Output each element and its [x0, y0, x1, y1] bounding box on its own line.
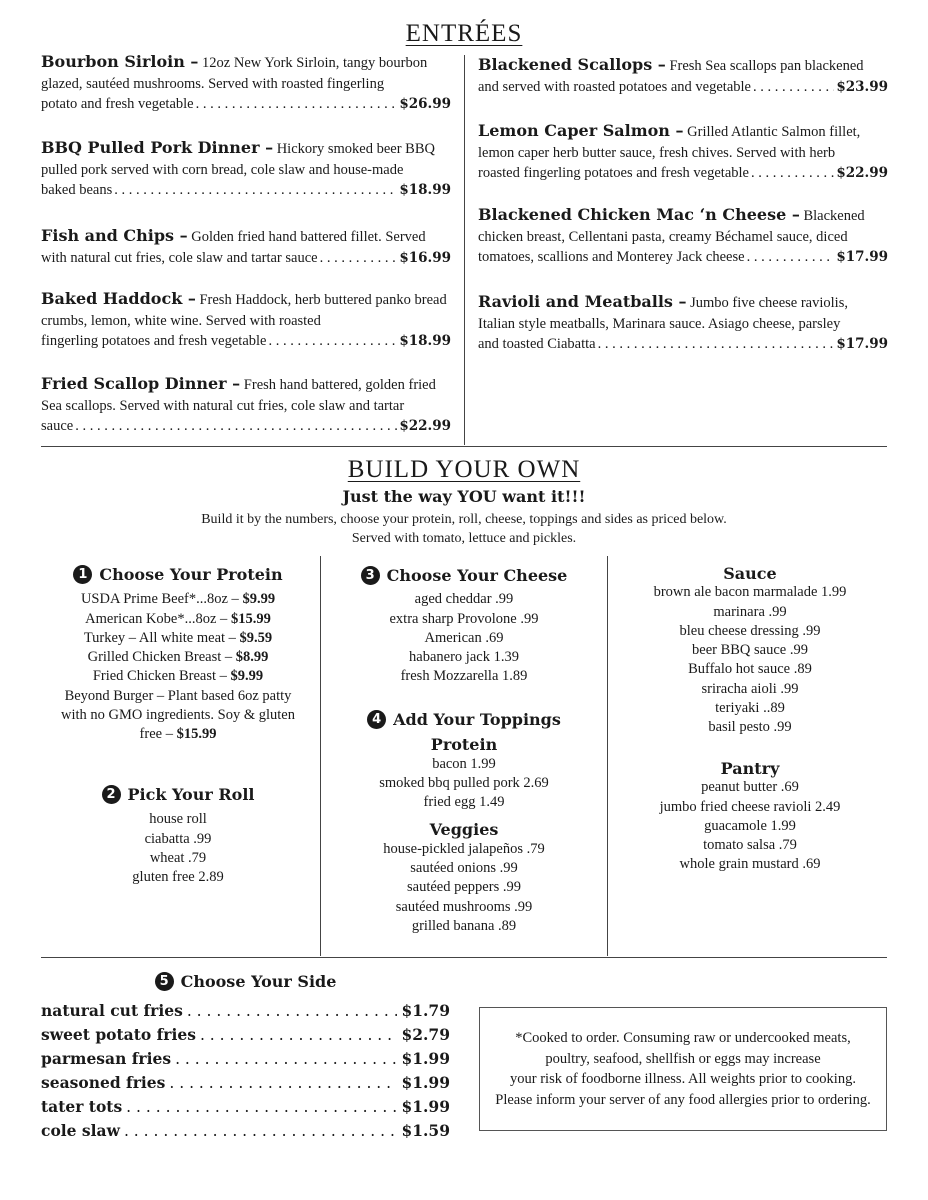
- sauce-option: brown ale bacon marmalade 1.99: [653, 584, 847, 601]
- topping-option: grilled banana .89: [411, 917, 517, 934]
- sauce-section: [608, 564, 892, 738]
- toppings-section: [321, 710, 607, 936]
- entree-item: [478, 55, 888, 97]
- entree-item: [41, 289, 451, 352]
- entree-item: [41, 374, 451, 437]
- notice-line: poultry, seafood, shellfish or eggs may increase: [545, 1050, 821, 1067]
- notice-line: your risk of foodborne illness. All weights prior to cooking.: [510, 1071, 856, 1087]
- protein-option: Grilled Chicken Breast – $8.99: [87, 649, 269, 666]
- toppings-title: Add Your Toppings: [393, 710, 561, 729]
- entree-desc-end: roasted fingerling potatoes and fresh vegetable: [478, 165, 749, 181]
- topping-option: fried egg 1.49: [423, 794, 505, 811]
- pantry-section: [608, 759, 892, 875]
- entree-desc-end: baked beans: [41, 182, 113, 198]
- cheese-option: extra sharp Provolone .99: [389, 610, 539, 627]
- entree-desc-end: with natural cut fries, cole slaw and tartar sauce: [41, 249, 318, 266]
- sauce-option: bleu cheese dressing .99: [679, 622, 821, 639]
- entree-price: $16.99: [399, 249, 451, 266]
- cheese-heading: [321, 566, 607, 585]
- entree-desc-end: and toasted Ciabatta: [478, 336, 596, 352]
- entree-desc-end: sauce: [41, 418, 74, 434]
- entree-desc: Hickory smoked beer BBQ pulled pork served with corn bread, cole slaw and house-made: [41, 141, 435, 178]
- entree-desc: 12oz New York Sirloin, tangy bourbon glazed, sautéed mushrooms. Served with roasted fingerling: [41, 55, 428, 92]
- entree-name: Blackened Scallops –: [478, 55, 666, 74]
- entree-desc-end: potato and fresh vegetable: [41, 96, 194, 112]
- entree-price: $23.99: [836, 78, 888, 95]
- entree-name: Fried Scallop Dinner –: [41, 374, 241, 393]
- entree-price: $18.99: [399, 333, 451, 349]
- sides-title: Choose Your Side: [180, 972, 337, 991]
- entree-price: $22.99: [399, 418, 451, 434]
- entrees-title: ENTRÉES: [405, 20, 523, 47]
- build-title: BUILD YOUR OWN: [347, 456, 581, 483]
- protein-title: Choose Your Protein: [99, 565, 283, 584]
- sauce-option: Buffalo hot sauce .89: [688, 661, 812, 678]
- side-item: cole slaw . . . $1.59: [41, 1121, 450, 1145]
- entree-item: [41, 52, 451, 115]
- build-intro: [0, 510, 928, 548]
- topping-option: bacon 1.99: [432, 755, 496, 772]
- pantry-option: peanut butter .69: [701, 779, 799, 796]
- entree-desc: Golden fried hand battered fillet. Served: [187, 229, 426, 245]
- entree-desc-end: fingerling potatoes and fresh vegetable: [41, 333, 267, 349]
- roll-heading: [36, 785, 320, 804]
- toppings-heading: [321, 710, 607, 729]
- entree-desc-end: and served with roasted potatoes and vegetable: [478, 78, 751, 95]
- entree-name: Baked Haddock –: [41, 289, 196, 308]
- pantry-option: jumbo fried cheese ravioli 2.49: [659, 798, 841, 815]
- cheese-option: aged cheddar .99: [414, 591, 514, 608]
- topping-option: sautéed onions .99: [410, 860, 518, 877]
- protein-option: American Kobe*...8oz – $15.99: [85, 610, 271, 627]
- cheese-option: habanero jack 1.39: [409, 649, 519, 666]
- build-subtitle: Just the way YOU want it!!!: [342, 487, 586, 506]
- section-divider: [41, 957, 887, 958]
- side-item: sweet potato fries . . . $2.79: [41, 1025, 450, 1049]
- entree-price: $18.99: [399, 182, 451, 198]
- build-intro-line: Build it by the numbers, choose your protein, roll, cheese, toppings and sides as priced below.: [201, 512, 727, 527]
- entree-desc: Blackened chicken breast, Cellentani pasta, creamy Béchamel sauce, diced: [478, 208, 865, 245]
- side-item: natural cut fries . . . $1.79: [41, 1001, 450, 1025]
- sauce-option: beer BBQ sauce .99: [692, 642, 808, 659]
- entree-price: $17.99: [836, 336, 888, 352]
- entree-desc: Jumbo five cheese raviolis, Italian style meatballs, Marinara sauce. Asiago cheese, parsley: [478, 295, 848, 332]
- roll-title: Pick Your Roll: [127, 785, 255, 804]
- topping-option: sautéed mushrooms .99: [395, 898, 533, 915]
- protein-option: Turkey – All white meat – $9.59: [83, 629, 273, 646]
- roll-option: gluten free 2.89: [132, 869, 224, 886]
- roll-section: [36, 785, 320, 887]
- number-4-icon: 4: [367, 710, 386, 729]
- protein-heading: [36, 565, 320, 584]
- sauce-option: sriracha aioli .99: [701, 680, 799, 697]
- entree-desc: Fresh Sea scallops pan blackened: [665, 58, 864, 74]
- entree-item: [478, 205, 888, 268]
- roll-option: house roll: [149, 811, 207, 828]
- entree-item: [41, 226, 451, 268]
- entree-item: [478, 292, 888, 355]
- topping-option: sautéed peppers .99: [407, 879, 521, 896]
- pantry-title: Pantry: [720, 759, 780, 778]
- number-2-icon: 2: [102, 785, 121, 804]
- entree-name: Bourbon Sirloin –: [41, 52, 199, 71]
- toppings-veggies-title: Veggies: [429, 820, 499, 840]
- entree-item: [478, 121, 888, 184]
- allergy-notice: [479, 1007, 887, 1131]
- pantry-option: tomato salsa .79: [703, 837, 797, 854]
- side-item: parmesan fries . . . $1.99: [41, 1049, 450, 1073]
- section-divider: [41, 446, 887, 447]
- entree-desc: Grilled Atlantic Salmon fillet, lemon caper herb butter sauce, fresh chives. Served with herb: [478, 124, 861, 161]
- side-item: seasoned fries . . . $1.99: [41, 1073, 450, 1097]
- notice-line: Please inform your server of any food allergies prior to ordering.: [495, 1091, 871, 1108]
- topping-option: smoked bbq pulled pork 2.69: [379, 774, 549, 791]
- entree-name: Lemon Caper Salmon –: [478, 121, 684, 140]
- entree-name: Blackened Chicken Mac ‘n Cheese –: [478, 205, 800, 224]
- protein-section: [36, 565, 320, 745]
- entree-price: $26.99: [399, 96, 451, 112]
- roll-option: wheat .79: [149, 849, 207, 866]
- protein-option: Fried Chicken Breast – $9.99: [92, 668, 264, 685]
- toppings-protein-title: Protein: [430, 735, 498, 755]
- topping-option: house-pickled jalapeños .79: [383, 840, 545, 857]
- pantry-option: whole grain mustard .69: [679, 856, 821, 873]
- entrees-divider: [464, 55, 465, 445]
- protein-option-beyond: Beyond Burger – Plant based 6oz patty with no GMO ingredients. Soy & gluten free – $15.99: [60, 687, 295, 743]
- sides-heading-wrap: [41, 972, 450, 991]
- pantry-option: guacamole 1.99: [704, 817, 796, 834]
- number-3-icon: 3: [361, 566, 380, 585]
- protein-option: USDA Prime Beef*...8oz – $9.99: [80, 591, 276, 608]
- cheese-option: American .69: [424, 629, 504, 646]
- side-item: tater tots . . . $1.99: [41, 1097, 450, 1121]
- entree-name: BBQ Pulled Pork Dinner –: [41, 138, 274, 157]
- roll-option: ciabatta .99: [144, 830, 212, 847]
- entree-desc: Fresh Haddock, herb buttered panko bread crumbs, lemon, white wine. Served with roasted: [41, 292, 447, 329]
- cheese-title: Choose Your Cheese: [386, 566, 568, 585]
- number-1-icon: 1: [73, 565, 92, 584]
- notice-line: *Cooked to order. Consuming raw or undercooked meats,: [515, 1030, 851, 1046]
- cheese-option: fresh Mozzarella 1.89: [400, 668, 528, 685]
- cheese-section: [321, 566, 607, 687]
- sauce-title: Sauce: [723, 564, 777, 583]
- entree-name: Ravioli and Meatballs –: [478, 292, 687, 311]
- sauce-option: marinara .99: [713, 603, 787, 620]
- entree-desc: Fresh hand battered, golden fried Sea scallops. Served with natural cut fries, cole slaw and tartar: [41, 377, 436, 414]
- entree-item: [41, 138, 451, 201]
- sides-heading: [41, 972, 450, 991]
- entree-price: $22.99: [836, 165, 888, 181]
- number-5-icon: 5: [155, 972, 174, 991]
- build-intro-line: Served with tomato, lettuce and pickles.: [351, 531, 577, 546]
- sides-list: [41, 1001, 450, 1145]
- sauce-option: teriyaki ..89: [715, 700, 785, 717]
- entree-price: $17.99: [836, 249, 888, 265]
- entree-desc-end: tomatoes, scallions and Monterey Jack cheese: [478, 249, 745, 265]
- entree-name: Fish and Chips –: [41, 226, 188, 245]
- sauce-option: basil pesto .99: [708, 719, 792, 736]
